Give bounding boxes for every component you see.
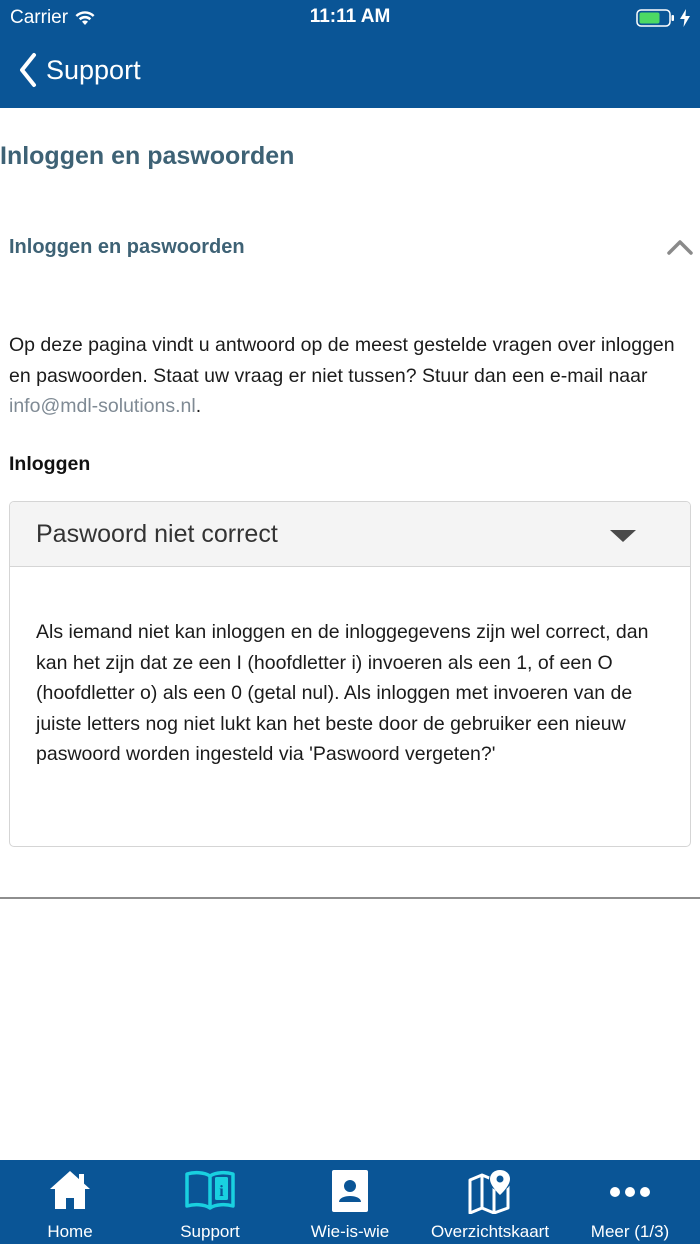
section-accordion-header[interactable] [9, 236, 693, 266]
caret-down-icon [610, 530, 636, 542]
tab-label-meer: Meer (1/3) [590, 1222, 670, 1241]
tab-bar [0, 1160, 700, 1244]
tab-label-support: Support [180, 1222, 240, 1241]
back-label: Support [46, 54, 141, 85]
page-content [0, 108, 700, 1160]
navigation-bar [0, 44, 700, 104]
info-book-icon [184, 1168, 236, 1212]
carrier-label: Carrier [10, 7, 69, 28]
tab-label-overzichtskaart: Overzichtskaart [430, 1222, 550, 1241]
faq-question: Paswoord niet correct [36, 520, 278, 548]
battery-indicator [636, 8, 690, 28]
section-title: Inloggen en paswoorden [9, 236, 245, 258]
tab-home[interactable] [0, 1160, 140, 1244]
tab-wie-is-wie[interactable] [280, 1160, 420, 1244]
status-bar [0, 0, 700, 36]
subheading-inloggen: Inloggen [9, 453, 91, 475]
svg-text:i: i [219, 1183, 224, 1200]
tab-label-wie-is-wie: Wie-is-wie [310, 1222, 390, 1241]
chevron-up-icon [667, 238, 693, 256]
tab-label-home: Home [47, 1222, 93, 1241]
home-icon [49, 1168, 91, 1212]
faq-card [9, 501, 691, 847]
chevron-left-icon [18, 52, 38, 88]
tab-overzichtskaart[interactable] [420, 1160, 560, 1244]
top-bar [0, 0, 700, 108]
tab-meer[interactable] [560, 1160, 700, 1244]
email-link[interactable]: info@mdl-solutions.nl [9, 395, 196, 417]
charging-bolt-icon [680, 9, 690, 27]
page-title: Inloggen en paswoorden [0, 142, 295, 170]
divider [0, 897, 700, 899]
more-dots-icon [607, 1168, 653, 1214]
intro-text: Op deze pagina vindt u antwoord op de meest gestelde vragen over inloggen en paswoorden. Staat uw vraag er niet tussen? Stuur dan een e-mail naar [9, 334, 675, 387]
map-pin-icon [467, 1168, 513, 1214]
faq-card-header[interactable] [10, 502, 690, 567]
contact-card-icon [330, 1168, 370, 1214]
status-time: 11:11 AM [309, 6, 391, 27]
intro-end: . [195, 395, 202, 417]
intro-paragraph [9, 330, 689, 422]
tab-support[interactable] [140, 1160, 280, 1244]
battery-icon [636, 8, 676, 28]
faq-answer: Als iemand niet kan inloggen en de inloggegevens zijn wel correct, dan kan het zijn dat ze een I (hoofdletter i) invoeren als een 1, of een O (hoofdletter o) als een 0 (getal nul). Als inloggen met invoeren van de juiste letters nog niet lukt kan het beste door de gebruiker een nieuw paswoord worden ingesteld via 'Paswoord vergeten?' [36, 621, 649, 765]
back-button[interactable] [18, 52, 141, 88]
